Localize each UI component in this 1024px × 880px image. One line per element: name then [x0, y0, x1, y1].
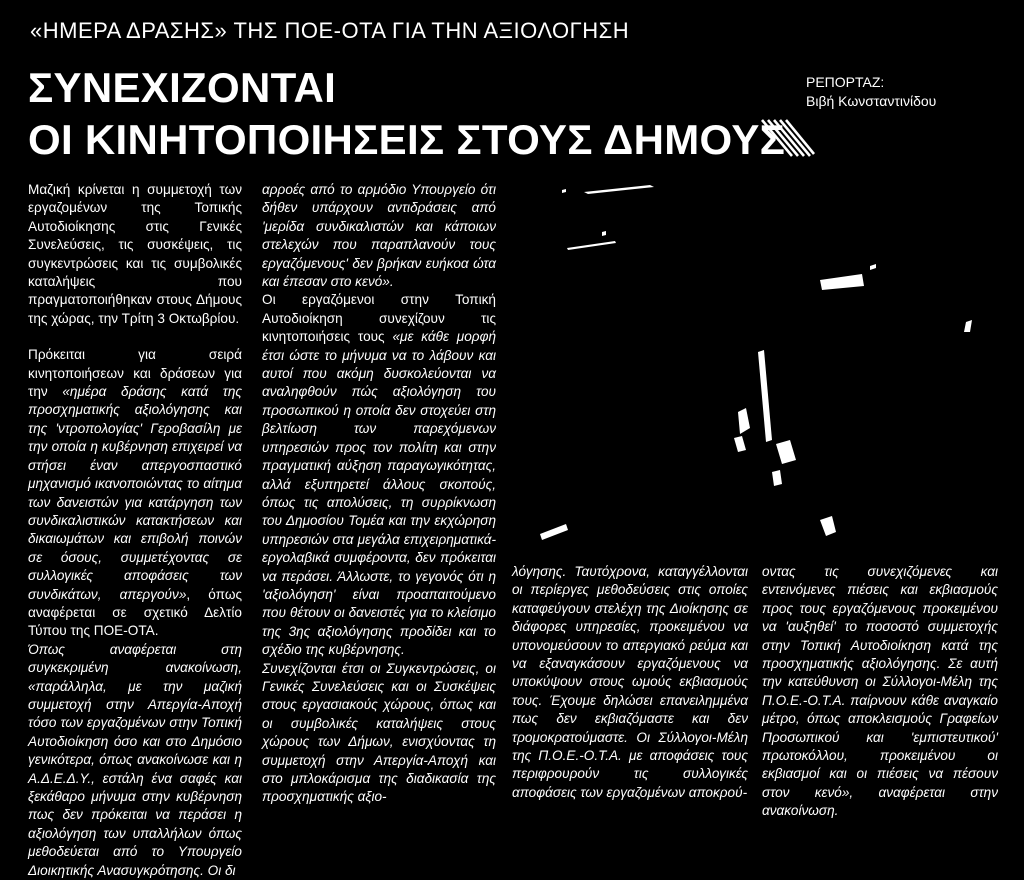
- reporter-name: Βιβή Κωνσταντινίδου: [806, 93, 937, 109]
- paragraph-2: [28, 641, 242, 880]
- col2-paragraph-2: Συνεχίζονται έτσι οι Συγκεντρώσεις, οι Γενικές Συνελεύσεις και οι Συσκέψεις στους εργασιακούς χώρους, όπως και οι συμβολικές καταλήψεις στους χώρους των Δήμων, ενισχύοντας τη συμμετοχή στην Απεργία-Αποχή και στο μπλοκάρισμα της διαδικασία της προσχηματικής αξιο-: [262, 660, 496, 805]
- column-2: [262, 181, 496, 807]
- col2-text: Οι εργαζόμενοι στην Τοπική Αυτοδιοίκηση συνεχίζουν τις κινητοποιήσεις τους: [262, 292, 496, 345]
- p2-text-b: όπως μεθοδεύεται από το Υπουργείο Διοικητικής Ανασυγκρότησης. Οι δι: [28, 825, 242, 878]
- paragraph-1: [28, 346, 242, 641]
- article-photo: [510, 172, 1010, 552]
- p1-text-a: Πρόκειται για σειρά κινητοποιήσεων και δράσεων για την: [28, 347, 242, 400]
- col3-paragraph: λόγησης. Ταυτόχρονα, καταγγέλλονται οι περίεργες μεθοδεύσεις στις οποίες καταφεύγουν στελέχη της Διοίκησης σε διάφορες υπηρεσίες, προκειμένου να υπονομεύσουν το απεργιακό ρεύμα και να εξαναγκάσουν εργαζόμενους να υποκύψουν στους ωμούς εκβιασμούς τους. Έχουμε δηλώσει επανειλημμένα πως δεν εκβιαζόμαστε και δεν τρομοκρατούμαστε. Οι Σύλλογοι-Μέλη της Π.Ο.Ε.-Ο.Τ.Α. με αποφάσεις τους περιφρουρούν τις συλλογικές αποφάσεις των εργαζομένων αποκρού-: [512, 564, 748, 800]
- col4-paragraph: οντας τις συνεχιζόμενες και εντεινόμενες πιέσεις και εκβιασμούς προς τους εργαζόμενους προκειμένου να 'αυξηθεί' το ποσοστό συμμετοχής στην Τοπική Αυτοδιοίκηση κατά της προσχηματικής αξιολόγησης. Σε αυτή την κατεύθυνση οι Σύλλογοι-Μέλη της Π.Ο.Ε.-Ο.Τ.Α. παίρνουν κάθε αναγκαίο μέτρο, όπως αποκλεισμούς Γραφείων Προσωπικού και 'εμπιστευτικού' πρωτοκόλλου, προκειμένου οι εκβιασμοί και οι πιέσεις να πέσουν στον κενό», αναφέρεται στην ανακοίνωση.: [762, 564, 998, 819]
- p1-quote: «ημέρα δράσης κατά της προσχηματικής αξιολόγησης και της 'ντροπολογίας' Γεροβασίλη με την οποία η κυβέρνηση επιχειρεί να στήσει έναν απεργοσπαστικό μηχανισμό ικανοποιώντας το αίτημα των δανειστών για κατάργηση των συνδικαλιστικών κατακτήσεων και δικαιωμάτων και επιβολή ποινών σε όσους, συμμετέχοντας σε συλλογικές αποφάσεις των συνδικάτων, απεργούν»: [28, 384, 242, 602]
- lead-paragraph: Μαζική κρίνεται η συμμετοχή των εργαζομένων της Τοπικής Αυτοδιοίκησης στις Γενικές Συνελεύσεις, τις συσκέψεις, τις συγκεντρώσεις και τις συμβολικές καταλήψεις που πραγματοποιήθηκαν στους Δήμους της χώρας, την Τρίτη 3 Οκτωβρίου.: [28, 182, 242, 326]
- reporter-label: ΡΕΠΟΡΤΑΖ:: [806, 74, 885, 90]
- column-3: [512, 563, 748, 802]
- column-4: [762, 563, 998, 821]
- col2-quote-end: αρροές από το αρμόδιο Υπουργείο ότι δήθεν υπάρχουν αντιδράσεις από 'μερίδα συνδικαλιστών και κάποιων στελεχών που παραπλανούν τους εργαζόμενους' δεν βρήκαν ευήκοα ώτα και έπεσαν στο κενό».: [262, 182, 496, 290]
- headline-line-2: ΟΙ ΚΙΝΗΤΟΠΟΙΗΣΕΙΣ ΣΤΟΥΣ ΔΗΜΟΥΣ: [28, 116, 786, 163]
- headline-stripes-decoration: [756, 116, 816, 162]
- kicker: «ΗΜΕΡΑ ΔΡΑΣΗΣ» ΤΗΣ ΠΟΕ-ΟΤΑ ΓΙΑ ΤΗΝ ΑΞΙΟΛΟΓΗΣΗ: [30, 18, 630, 43]
- col2-paragraph: [262, 291, 496, 659]
- column-1: [28, 181, 242, 880]
- headline-line-1: ΣΥΝΕΧΙΖΟΝΤΑΙ: [28, 64, 337, 111]
- p2-text-a: Όπως αναφέρεται στη συγκεκριμένη ανακοίνωση,: [28, 641, 242, 676]
- col2-quote: «με κάθε μορφή έτσι ώστε το μήνυμα να το λάβουν και αυτοί που ακόμη δυσκολεύονται να αναληφθούν πώς αξιολόγηση του προσωπικού η οποία δεν στοχεύει στη βελτίωση των παρεχόμενων υπηρεσιών προς τον πολίτη και στην πραγματική αύξηση παραγωγικότητας, αλλά εξυπηρετεί άλλους σκοπούς, όπως τις απολύσεις, τη συρρίκνωση του Δημοσίου Τομέα και την εκχώρηση υπηρεσιών στα μεγάλα επιχειρηματικά-εργολαβικά συμφέροντα, δεν πρόκειται να περάσει. Άλλωστε, το γεγονός ότι η 'αξιολόγηση' είναι προαπαιτούμενο που θέτουν οι δανειστές για το κλείσιμο της 3ης αξιολόγησης προδίδει και το σχέδιο της κυβέρνησης.: [262, 329, 496, 658]
- p1-text-b: , όπως αναφέρεται σε σχετικό Δελτίο Τύπου της ΠΟΕ-ΟΤΑ.: [28, 586, 242, 639]
- p2-quote: «παράλληλα, με την μαζική συμμετοχή στην Απεργία-Αποχή τόσο των εργαζομένων στην Τοπική Αυτοδιοίκηση όσο και στο Δημόσιο γενικότερα, όπως ανακοίνωσε και η Α.Δ.Ε.Δ.Υ., εστάλη ένα σαφές και ξεκάθαρο μήνυμα στην κυβέρνηση πως δεν πρόκειται να περάσει η αξιολόγηση των υπαλλήλων: [28, 678, 242, 841]
